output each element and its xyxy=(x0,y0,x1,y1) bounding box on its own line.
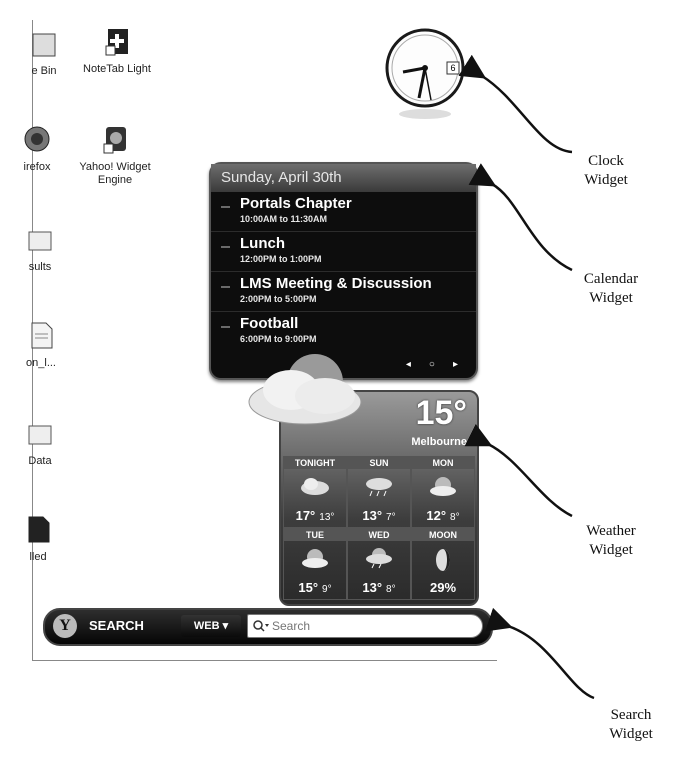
document-icon xyxy=(23,514,53,544)
event-time: 2:00PM to 5:00PM xyxy=(240,294,317,304)
event-bullet xyxy=(221,326,230,328)
rain-icon xyxy=(362,475,396,497)
forecast-low: 7° xyxy=(386,512,396,523)
forecast-temps xyxy=(284,580,346,595)
partly-sunny-icon xyxy=(298,547,332,569)
weather-city: Melbourne xyxy=(411,436,467,448)
desktop-icon-label: Data xyxy=(28,455,52,467)
current-weather-cloud-icon xyxy=(243,344,373,434)
desktop-icon-recycle-bin[interactable] xyxy=(19,28,69,78)
search-field[interactable] xyxy=(247,614,483,638)
desktop-icon-untitled[interactable] xyxy=(15,514,61,564)
forecast-high: 13° xyxy=(362,508,383,523)
forecast-temps xyxy=(412,508,474,523)
rain-icon xyxy=(362,547,396,569)
search-widget xyxy=(43,608,493,646)
desktop-icon-label: on_l... xyxy=(26,357,56,369)
event-title: Football xyxy=(240,315,299,332)
forecast-day: WED xyxy=(348,529,410,541)
calendar-nav xyxy=(406,359,458,370)
current-temperature: 15° xyxy=(415,394,467,432)
search-label: SEARCH xyxy=(89,618,144,633)
forecast-day: SUN xyxy=(348,457,410,469)
forecast-low: 13° xyxy=(319,512,335,523)
desktop xyxy=(23,20,497,661)
callout-text: Calendar Widget xyxy=(583,271,639,306)
search-callout-label xyxy=(586,706,676,744)
home-dot-icon[interactable]: ○ xyxy=(428,359,435,370)
forecast-temps xyxy=(412,580,474,595)
desktop-icon-yahoo-widget-engine[interactable] xyxy=(73,124,157,187)
forecast-day: MOON xyxy=(412,529,474,541)
forecast-day: TUE xyxy=(284,529,346,541)
desktop-icon-label: e Bin xyxy=(31,65,57,77)
desktop-icon-notetab[interactable] xyxy=(75,26,159,76)
forecast-high: 13° xyxy=(362,580,383,595)
callout-text: Search Widget xyxy=(609,707,653,742)
desktop-icon-label: irefox xyxy=(23,161,51,173)
folder-icon xyxy=(25,224,55,254)
search-callout-arrow xyxy=(508,626,594,698)
calendar-event[interactable] xyxy=(211,272,476,312)
forecast-cell xyxy=(347,456,411,528)
desktop-icon-firefox[interactable] xyxy=(7,124,67,174)
prev-arrow-icon[interactable]: ◂ xyxy=(405,359,411,370)
moon-icon xyxy=(426,547,460,573)
event-time: 10:00AM to 11:30AM xyxy=(240,214,328,224)
calendar-event[interactable] xyxy=(211,192,476,232)
search-scope-dropdown[interactable]: WEB ▾ xyxy=(181,615,241,637)
forecast-cell xyxy=(411,528,475,600)
forecast-low: 9° xyxy=(322,584,332,595)
search-input[interactable] xyxy=(270,618,474,634)
desktop-icon-document[interactable] xyxy=(13,320,69,370)
firefox-icon xyxy=(22,124,52,154)
notetab-icon xyxy=(102,26,132,56)
weather-callout-label xyxy=(566,522,656,560)
event-bullet xyxy=(221,206,230,208)
clock-widget[interactable] xyxy=(385,28,465,124)
calendar-date-header: Sunday, April 30th xyxy=(211,164,476,192)
moon-illumination: 29% xyxy=(429,580,457,595)
desktop-icon-results[interactable] xyxy=(15,224,65,274)
forecast-temps xyxy=(348,580,410,595)
desktop-icon-label: lled xyxy=(29,551,47,563)
partly-sunny-icon xyxy=(426,475,460,497)
clock-date: 6 xyxy=(450,63,456,73)
desktop-icon-data[interactable] xyxy=(15,418,65,468)
forecast-day: MON xyxy=(412,457,474,469)
forecast-high: 15° xyxy=(298,580,319,595)
desktop-icon-label: Yahoo! Widget Engine xyxy=(79,161,151,186)
next-arrow-icon[interactable]: ▸ xyxy=(452,359,458,370)
callout-text: Clock Widget xyxy=(584,153,628,188)
calendar-event[interactable] xyxy=(211,232,476,272)
event-bullet xyxy=(221,286,230,288)
forecast-cell xyxy=(283,528,347,600)
event-title: LMS Meeting & Discussion xyxy=(240,275,432,292)
search-icon xyxy=(252,619,270,633)
event-time: 12:00PM to 1:00PM xyxy=(240,254,322,264)
yahoo-widget-engine-icon xyxy=(100,124,130,154)
event-title: Lunch xyxy=(240,235,285,252)
forecast-grid xyxy=(283,456,475,600)
forecast-temps xyxy=(284,508,346,523)
clock-callout-label xyxy=(566,152,646,190)
forecast-cell xyxy=(411,456,475,528)
weather-callout-arrow xyxy=(488,444,572,516)
folder-icon xyxy=(25,418,55,448)
yahoo-logo[interactable]: Y xyxy=(53,614,77,638)
recycle-bin-icon xyxy=(29,28,59,58)
forecast-high: 12° xyxy=(426,508,447,523)
event-time: 6:00PM to 9:00PM xyxy=(240,334,317,344)
forecast-low: 8° xyxy=(450,512,460,523)
document-icon xyxy=(26,320,56,350)
event-bullet xyxy=(221,246,230,248)
cloudy-icon xyxy=(298,475,332,497)
forecast-cell xyxy=(283,456,347,528)
forecast-high: 17° xyxy=(295,508,316,523)
calendar-callout-label xyxy=(566,270,656,308)
forecast-cell xyxy=(347,528,411,600)
forecast-day: TONIGHT xyxy=(284,457,346,469)
desktop-icon-label: sults xyxy=(28,261,52,273)
calendar-callout-arrow xyxy=(492,184,572,270)
desktop-icon-label: NoteTab Light xyxy=(83,63,151,75)
callout-text: Weather Widget xyxy=(586,523,636,558)
forecast-temps xyxy=(348,508,410,523)
event-title: Portals Chapter xyxy=(240,195,352,212)
forecast-low: 8° xyxy=(386,584,396,595)
